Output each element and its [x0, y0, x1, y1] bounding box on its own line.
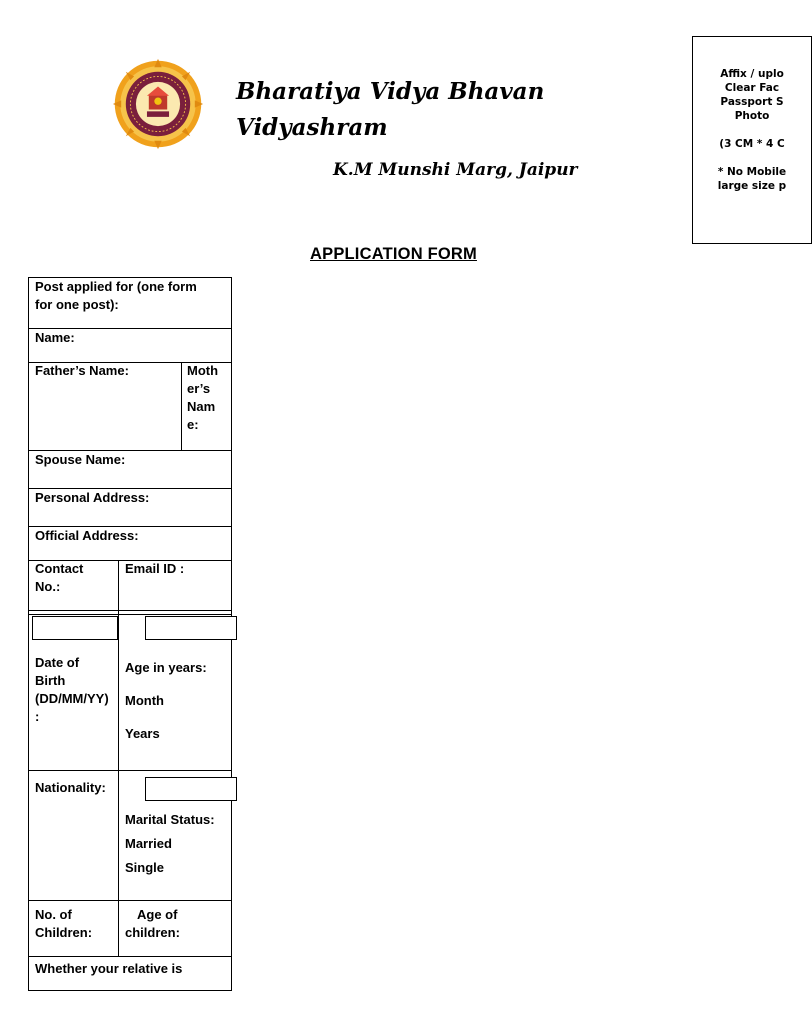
mothers-name-label-1: Moth — [187, 363, 219, 378]
row-divider — [29, 900, 231, 901]
dob-label-4: : — [35, 709, 40, 724]
post-applied-label-1: Post applied for (one form — [35, 279, 197, 294]
contact-no-label-2: No.: — [35, 579, 61, 594]
relative-label: Whether your relative is — [35, 961, 183, 976]
school-logo — [112, 58, 204, 150]
photo-box-spacer — [693, 151, 811, 165]
school-name-line2: Vidyashram — [236, 114, 388, 141]
school-address: K.M Munshi Marg, Jaipur — [333, 160, 578, 180]
marital-status-label: Marital Status: — [125, 812, 215, 827]
name-label: Name: — [35, 330, 75, 345]
row-divider — [29, 956, 231, 957]
no-of-children-label-1: No. of — [35, 907, 72, 922]
school-name-line1: Bharatiya Vidya Bhavan — [236, 78, 545, 105]
dob-label-3: (DD/MM/YY) — [35, 691, 109, 706]
dob-label-2: Birth — [35, 673, 66, 688]
form-title: APPLICATION FORM — [310, 245, 477, 263]
month-label: Month — [125, 693, 164, 708]
nationality-label: Nationality: — [35, 780, 106, 795]
official-address-label: Official Address: — [35, 528, 139, 543]
photo-box-line: Photo — [734, 110, 770, 122]
no-of-children-label-2: Children: — [35, 925, 93, 940]
email-id-input[interactable] — [145, 616, 237, 640]
age-of-children-label-1: Age of — [137, 907, 178, 922]
dob-label-1: Date of — [35, 655, 80, 670]
row-divider — [29, 610, 231, 611]
contact-no-label-1: Contact — [35, 561, 84, 576]
photo-box-line: Affix / uplo — [720, 68, 784, 80]
photo-box-spacer — [693, 123, 811, 137]
mothers-name-label-2: er’s — [187, 381, 211, 396]
personal-address-label: Personal Address: — [35, 490, 150, 505]
col-divider — [181, 362, 182, 450]
years-label: Years — [125, 726, 160, 741]
fathers-name-label: Father’s Name: — [35, 363, 129, 378]
post-applied-label-2: for one post): — [35, 297, 119, 312]
mothers-name-label-4: e: — [187, 417, 199, 432]
email-id-label: Email ID : — [125, 561, 185, 576]
row-divider — [29, 770, 231, 771]
photo-box-line: Clear Fac — [724, 82, 780, 94]
col-divider — [118, 560, 119, 956]
photo-box[interactable] — [692, 36, 812, 244]
photo-box-line: (3 CM * 4 C — [719, 138, 785, 150]
spouse-name-label: Spouse Name: — [35, 452, 126, 467]
single-option[interactable]: Single — [125, 860, 165, 875]
age-of-children-label-2: children: — [125, 925, 180, 940]
contact-no-input[interactable] — [32, 616, 118, 640]
row-divider — [29, 614, 231, 615]
married-option[interactable]: Married — [125, 836, 172, 851]
application-form-table — [28, 277, 232, 991]
mothers-name-label-3: Nam — [187, 399, 216, 414]
photo-box-line: * No Mobile — [717, 166, 787, 178]
photo-box-line: Passport S — [720, 96, 784, 108]
photo-box-line: large size p — [717, 180, 787, 192]
nationality-input[interactable] — [145, 777, 237, 801]
age-in-years-label: Age in years: — [125, 660, 207, 675]
